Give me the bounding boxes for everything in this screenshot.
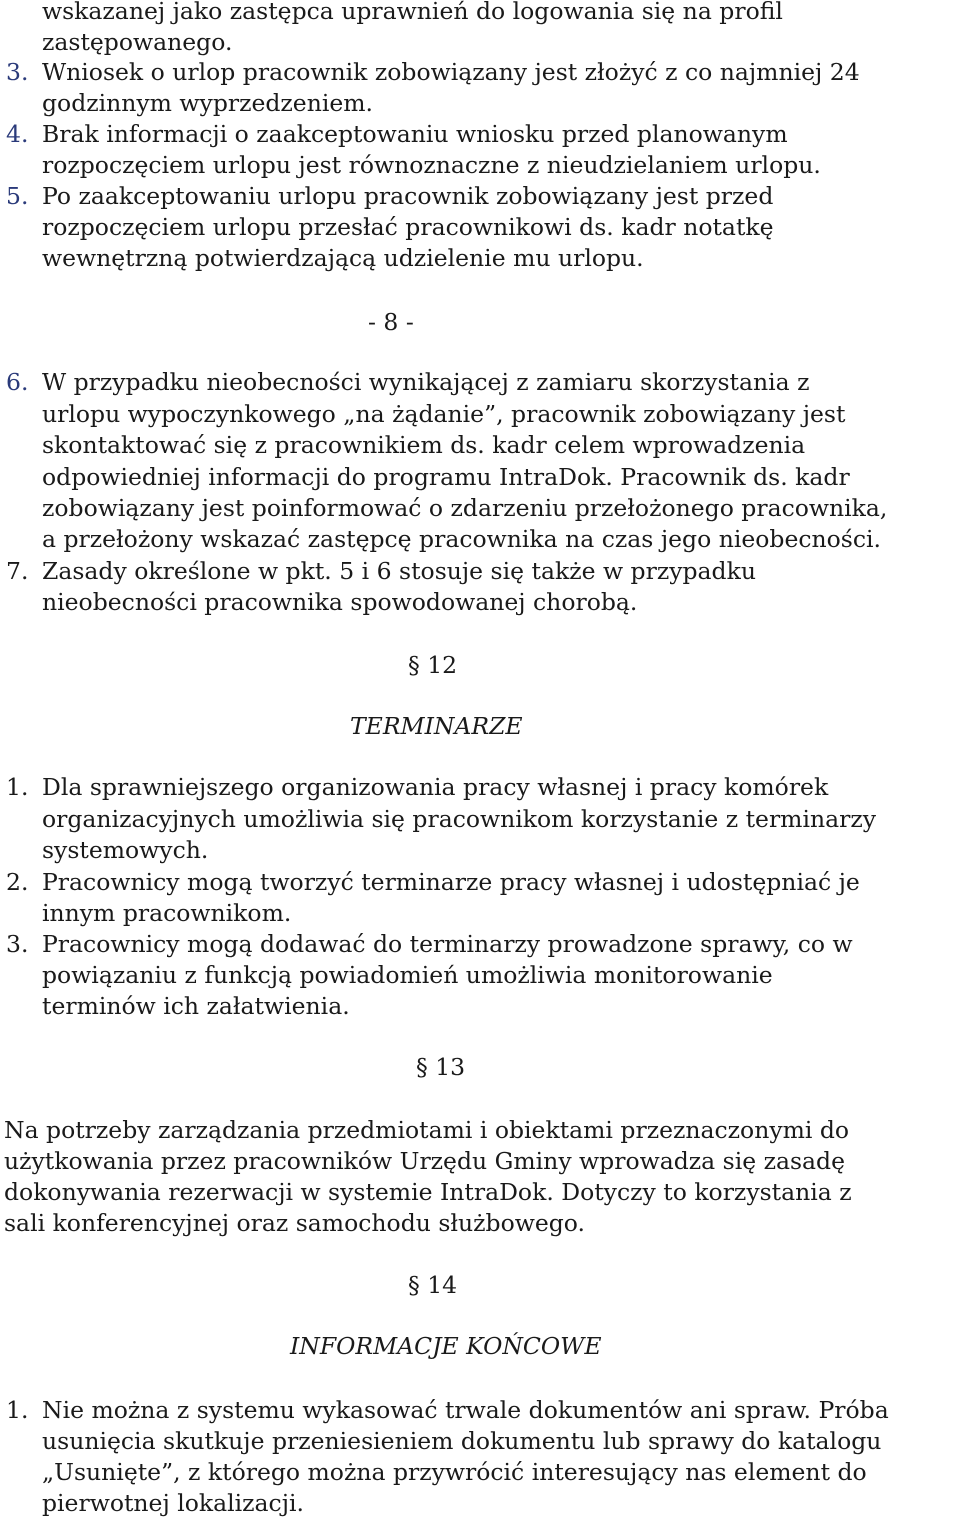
text-line: zobowiązany jest poinformować o zdarzeniu przełożonego pracownika, — [42, 494, 888, 522]
text-line: a przełożony wskazać zastępcę pracownika na czas jego nieobecności. — [42, 525, 882, 553]
item-number: 1. — [6, 773, 29, 801]
text-line: rozpoczęciem urlopu przesłać pracownikowi ds. kadr notatkę — [42, 213, 774, 241]
text-line: Na potrzeby zarządzania przedmiotami i obiektami przeznaczonymi do — [4, 1116, 850, 1144]
text-line: Pracownicy mogą tworzyć terminarze pracy własnej i udostępniać je — [42, 868, 860, 896]
text-line: Pracownicy mogą dodawać do terminarzy prowadzone sprawy, co w — [42, 930, 853, 958]
section-heading: § 14 — [408, 1271, 458, 1299]
item-number: 3. — [6, 930, 29, 958]
text-line: innym pracownikom. — [42, 899, 292, 927]
text-line: pierwotnej lokalizacji. — [42, 1489, 304, 1517]
text-line: sali konferencyjnej oraz samochodu służbowego. — [4, 1209, 585, 1237]
section-title: TERMINARZE — [350, 712, 523, 740]
text-line: powiązaniu z funkcją powiadomień umożliwia monitorowanie — [42, 961, 773, 989]
item-number: 5. — [6, 182, 29, 210]
page-number: - 8 - — [368, 308, 414, 336]
text-line: Zasady określone w pkt. 5 i 6 stosuje się także w przypadku — [42, 557, 756, 585]
item-number: 3. — [6, 58, 29, 86]
item-number: 4. — [6, 120, 29, 148]
text-line: Brak informacji o zaakceptowaniu wniosku przed planowanym — [42, 120, 788, 148]
section-title: INFORMACJE KOŃCOWE — [290, 1332, 602, 1360]
text-line: „Usunięte”, z którego można przywrócić interesujący nas element do — [42, 1458, 867, 1486]
text-line: odpowiedniej informacji do programu IntraDok. Pracownik ds. kadr — [42, 463, 850, 491]
text-line: rozpoczęciem urlopu jest równoznaczne z nieudzielaniem urlopu. — [42, 151, 821, 179]
text-line: wewnętrzną potwierdzającą udzielenie mu urlopu. — [42, 244, 644, 272]
item-number: 7. — [6, 557, 29, 585]
text-line: skontaktować się z pracownikiem ds. kadr celem wprowadzenia — [42, 431, 806, 459]
text-line: usunięcia skutkuje przeniesieniem dokumentu lub sprawy do katalogu — [42, 1427, 882, 1455]
section-heading: § 13 — [416, 1053, 466, 1081]
text-line: Nie można z systemu wykasować trwale dokumentów ani spraw. Próba — [42, 1396, 889, 1424]
text-line: organizacyjnych umożliwia się pracownikom korzystanie z terminarzy — [42, 805, 877, 833]
text-line: dokonywania rezerwacji w systemie IntraDok. Dotyczy to korzystania z — [4, 1178, 852, 1206]
text-line: godzinnym wyprzedzeniem. — [42, 89, 374, 117]
text-line: Po zaakceptowaniu urlopu pracownik zobowiązany jest przed — [42, 182, 774, 210]
item-number: 2. — [6, 868, 29, 896]
item-number: 6. — [6, 368, 29, 396]
item-number: 1. — [6, 1396, 29, 1424]
text-line: systemowych. — [42, 836, 209, 864]
text-line: urlopu wypoczynkowego „na żądanie”, pracownik zobowiązany jest — [42, 400, 846, 428]
text-line: Dla sprawniejszego organizowania pracy własnej i pracy komórek — [42, 773, 829, 801]
text-line: zastępowanego. — [42, 28, 233, 56]
text-line: użytkowania przez pracowników Urzędu Gminy wprowadza się zasadę — [4, 1147, 845, 1175]
text-line: nieobecności pracownika spowodowanej chorobą. — [42, 588, 638, 616]
text-line: Wniosek o urlop pracownik zobowiązany jest złożyć z co najmniej 24 — [42, 58, 860, 86]
text-line: wskazanej jako zastępca uprawnień do logowania się na profil — [42, 0, 783, 25]
text-line: W przypadku nieobecności wynikającej z zamiaru skorzystania z — [42, 368, 810, 396]
text-line: terminów ich załatwienia. — [42, 992, 350, 1020]
section-heading: § 12 — [408, 651, 458, 679]
